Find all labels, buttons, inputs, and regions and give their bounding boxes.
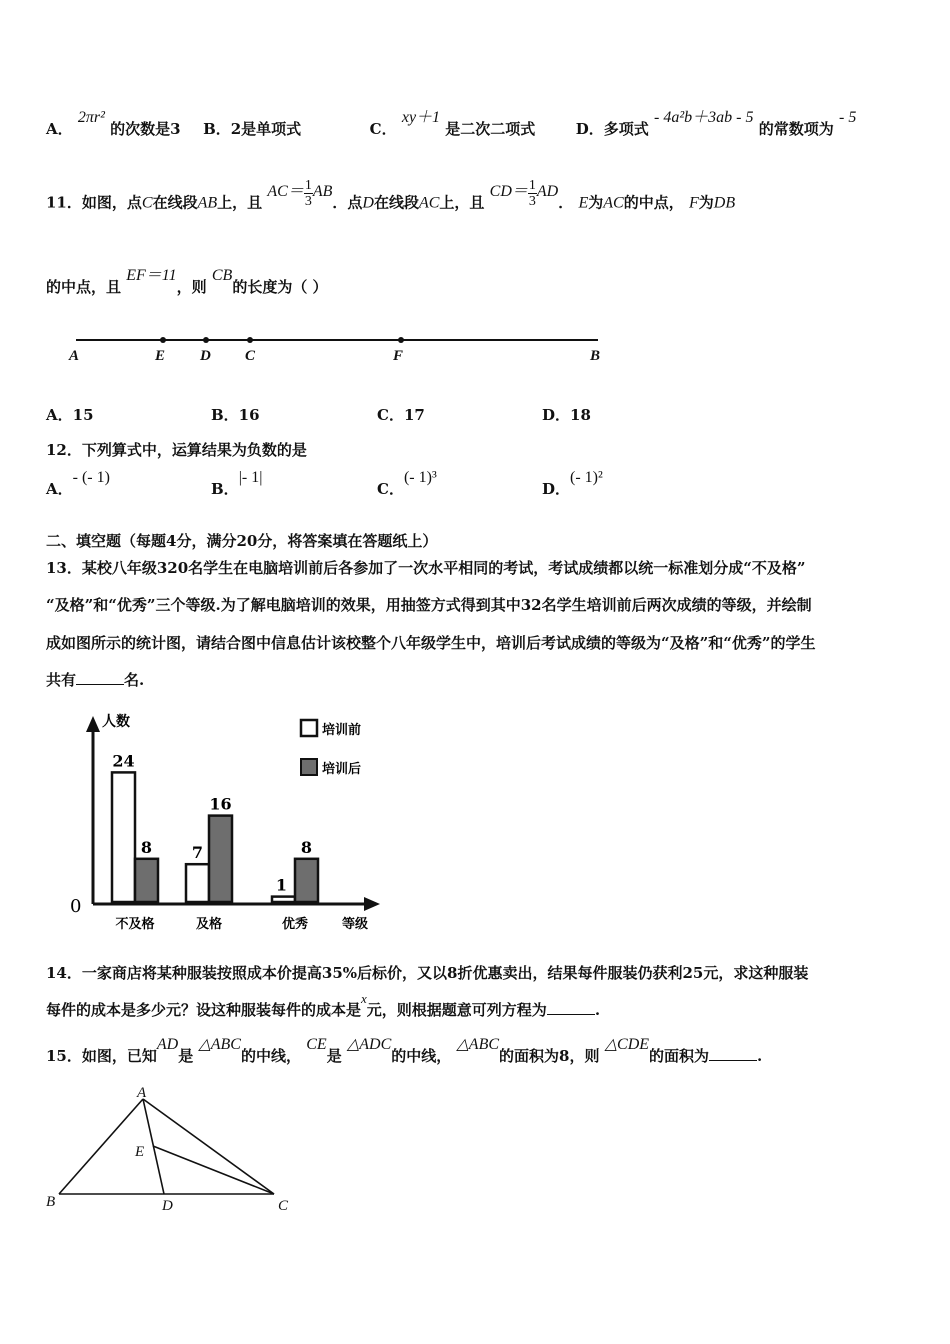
q11-math: AB	[312, 182, 333, 200]
q11-math: AC＝	[267, 182, 304, 200]
q10-option-d-math2: - 5	[838, 109, 857, 126]
q11-number: 11．	[46, 193, 82, 212]
q15-stem	[46, 1036, 763, 1066]
q12-option-c[interactable]	[377, 469, 437, 499]
bar-after-1	[209, 816, 232, 902]
q13-text: 共有	[46, 671, 77, 689]
q11-text: 在线段	[152, 193, 198, 212]
q15-text: .	[757, 1047, 763, 1065]
data-label-after-0: 8	[140, 837, 153, 857]
q14-line2	[46, 991, 601, 1020]
fraction-numerator: 1	[304, 178, 312, 193]
data-label-after-2: 8	[300, 837, 313, 857]
data-label-before-2: 1	[275, 875, 288, 895]
option-label: B．	[211, 480, 239, 498]
q15-math: CE	[306, 1036, 327, 1053]
q13-text: 名.	[124, 671, 145, 689]
q15-math: △CDE	[604, 1036, 650, 1053]
q10-option-a-math: 2πr²	[77, 109, 105, 126]
q11-text: 的长度为（ ）	[232, 278, 328, 296]
bar-after-0	[135, 859, 158, 902]
q10-option-d-math: - 4a²b＋3ab - 5	[654, 109, 754, 126]
q10-option-a-text: 的次数是3	[110, 120, 181, 138]
data-label-before-0: 24	[112, 751, 135, 771]
q11-option-d[interactable]: D．18	[542, 406, 591, 424]
q13-line4	[46, 669, 144, 690]
q11-math: CB	[211, 267, 233, 284]
vertex-label-c: C	[278, 1198, 289, 1214]
q12-option-a[interactable]	[46, 469, 110, 499]
q14-math: x	[361, 991, 367, 1006]
option-math: (- 1)²	[570, 469, 603, 486]
q15-text: 是	[178, 1047, 194, 1065]
q11-math: C	[141, 194, 153, 212]
q13-line2: “及格”和“优秀”三个等级.为了解电脑培训的效果，用抽签方式得到其中32名学生培训前后两次成绩的等级，并绘制	[46, 596, 812, 614]
option-math: - (- 1)	[72, 469, 110, 486]
q14-text: 元，则根据题意可列方程为	[366, 1001, 547, 1019]
q11-option-b[interactable]: B．16	[211, 406, 260, 424]
vertex-label-a: A	[137, 1085, 147, 1101]
q11-fraction	[304, 178, 313, 209]
q11-text: 的中点，	[623, 193, 684, 212]
fraction-denominator: 3	[304, 194, 312, 209]
q13-line1: 13．某校八年级320名学生在电脑培训前后各参加了一次水平相同的考试，考试成绩都以统一标准划分成“不及格”	[46, 559, 806, 577]
option-math: (- 1)³	[403, 469, 437, 486]
q11-text: 如图，点	[81, 193, 142, 212]
data-label-before-1: 7	[191, 843, 204, 863]
q11-math: E	[578, 194, 589, 212]
q10-option-c-label: C．	[369, 120, 397, 138]
legend-label-before: 培训前	[322, 723, 362, 738]
q10-option-a-label: A．	[46, 120, 73, 138]
option-label: C．	[377, 480, 404, 498]
q11-math: D	[362, 194, 374, 212]
legend-swatch-after	[301, 759, 317, 775]
q11-stem-line2	[46, 267, 328, 297]
q11-math: AD	[536, 182, 559, 200]
segment-figure	[60, 328, 620, 374]
q11-text: 的中点，且	[46, 278, 122, 296]
q15-text: 是	[326, 1047, 342, 1065]
point-e	[160, 337, 166, 343]
category-label-2: 优秀	[281, 917, 309, 932]
q11-math: AC	[418, 194, 440, 212]
answer-blank[interactable]	[547, 1000, 595, 1015]
point-f	[398, 337, 404, 343]
bar-before-2	[272, 897, 295, 902]
q11-math: DB	[713, 194, 736, 212]
category-label-1: 及格	[195, 917, 223, 932]
data-label-after-1: 16	[209, 794, 232, 814]
q11-math: F	[688, 194, 699, 212]
fraction-numerator: 1	[528, 178, 536, 193]
q10-option-c-text: 是二次二项式	[445, 120, 536, 138]
q10-option-b-text: B．2是单项式	[203, 120, 302, 138]
q10-options	[46, 109, 857, 139]
option-label: A．	[46, 480, 73, 498]
q11-text: 上，且	[217, 193, 263, 212]
answer-blank[interactable]	[76, 670, 124, 685]
q11-fraction	[528, 178, 537, 209]
q15-math: AD	[156, 1036, 179, 1053]
point-label-d: D	[200, 348, 211, 364]
q15-math: △ABC	[198, 1036, 241, 1053]
q11-text: 在线段	[373, 193, 419, 212]
point-label-c: C	[245, 348, 256, 364]
q13-line3: 成如图所示的统计图，请结合图中信息估计该校整个八年级学生中，培训后考试成绩的等级为“及格”和“优秀”的学生	[46, 634, 816, 652]
q15-text: 的中线，	[391, 1047, 452, 1065]
bar-chart	[60, 708, 390, 936]
q15-text: 15．如图，已知	[46, 1047, 157, 1065]
legend-label-after: 培训后	[322, 762, 362, 777]
bar-before-1	[186, 864, 209, 902]
q11-math: AC	[603, 194, 624, 212]
vertex-label-d: D	[162, 1198, 173, 1214]
q15-text: 的中线，	[240, 1047, 301, 1065]
side-ac	[143, 1099, 274, 1194]
q12-option-d[interactable]	[542, 469, 603, 499]
option-math: |- 1|	[238, 469, 263, 486]
q14-line1: 14．一家商店将某种服装按照成本价提高35%后标价，又以8折优惠卖出，结果每件服装仍获利25元，求这种服装	[46, 964, 809, 982]
q14-text: .	[594, 1001, 601, 1019]
q10-option-c-math: xy＋1	[401, 109, 441, 126]
answer-blank[interactable]	[709, 1046, 757, 1061]
vertex-label-e: E	[135, 1144, 145, 1160]
category-label-0: 不及格	[115, 917, 155, 932]
q11-text: ．	[558, 193, 574, 212]
q11-text: ，则	[176, 278, 207, 296]
median-ce	[153, 1146, 274, 1194]
q15-text: 的面积为8，则	[499, 1047, 600, 1065]
q10-option-d-label: D．多项式	[575, 120, 649, 138]
point-label-a: A	[69, 348, 80, 364]
y-axis-label: 人数	[102, 714, 130, 730]
x-axis-arrow	[364, 897, 380, 911]
origin-label: 0	[70, 896, 82, 917]
point-label-b: B	[590, 348, 601, 364]
q12-option-b[interactable]	[211, 469, 263, 499]
legend-swatch-before	[301, 720, 317, 736]
q11-math: AB	[197, 194, 218, 212]
fraction-denominator: 3	[528, 194, 536, 209]
section-2-heading: 二、填空题（每题4分，满分20分，将答案填在答题纸上）	[46, 532, 438, 550]
point-c	[247, 337, 253, 343]
q11-math: CD＝	[489, 182, 528, 200]
q15-math: △ADC	[346, 1036, 392, 1053]
point-d	[203, 337, 209, 343]
q14-text: 每件的成本是多少元？设这种服装每件的成本是	[46, 1001, 362, 1019]
vertex-label-b: B	[46, 1194, 56, 1210]
x-axis-label: 等级	[342, 917, 369, 932]
bar-before-0	[112, 772, 135, 902]
q15-math: △ABC	[456, 1036, 500, 1053]
q11-text: 为	[698, 193, 714, 212]
q11-option-c[interactable]: C．17	[377, 406, 425, 424]
point-label-e: E	[155, 348, 166, 364]
option-label: D．	[542, 480, 571, 498]
bar-after-2	[295, 859, 318, 902]
q15-text: 的面积为	[649, 1047, 710, 1065]
q11-text: 上，且	[439, 193, 485, 212]
q11-math: EF＝11	[126, 267, 177, 284]
q11-text: ．点	[332, 193, 363, 212]
point-label-f: F	[393, 348, 404, 364]
q12-stem: 12．下列算式中，运算结果为负数的是	[46, 441, 307, 459]
side-ab	[59, 1099, 143, 1194]
q11-stem-line1	[46, 178, 736, 219]
triangle-figure	[40, 1085, 310, 1215]
q11-text: 为	[588, 193, 604, 212]
y-axis-arrow	[86, 716, 100, 732]
q11-option-a[interactable]: A．15	[46, 406, 94, 424]
q10-option-d-text: 的常数项为	[758, 120, 834, 138]
